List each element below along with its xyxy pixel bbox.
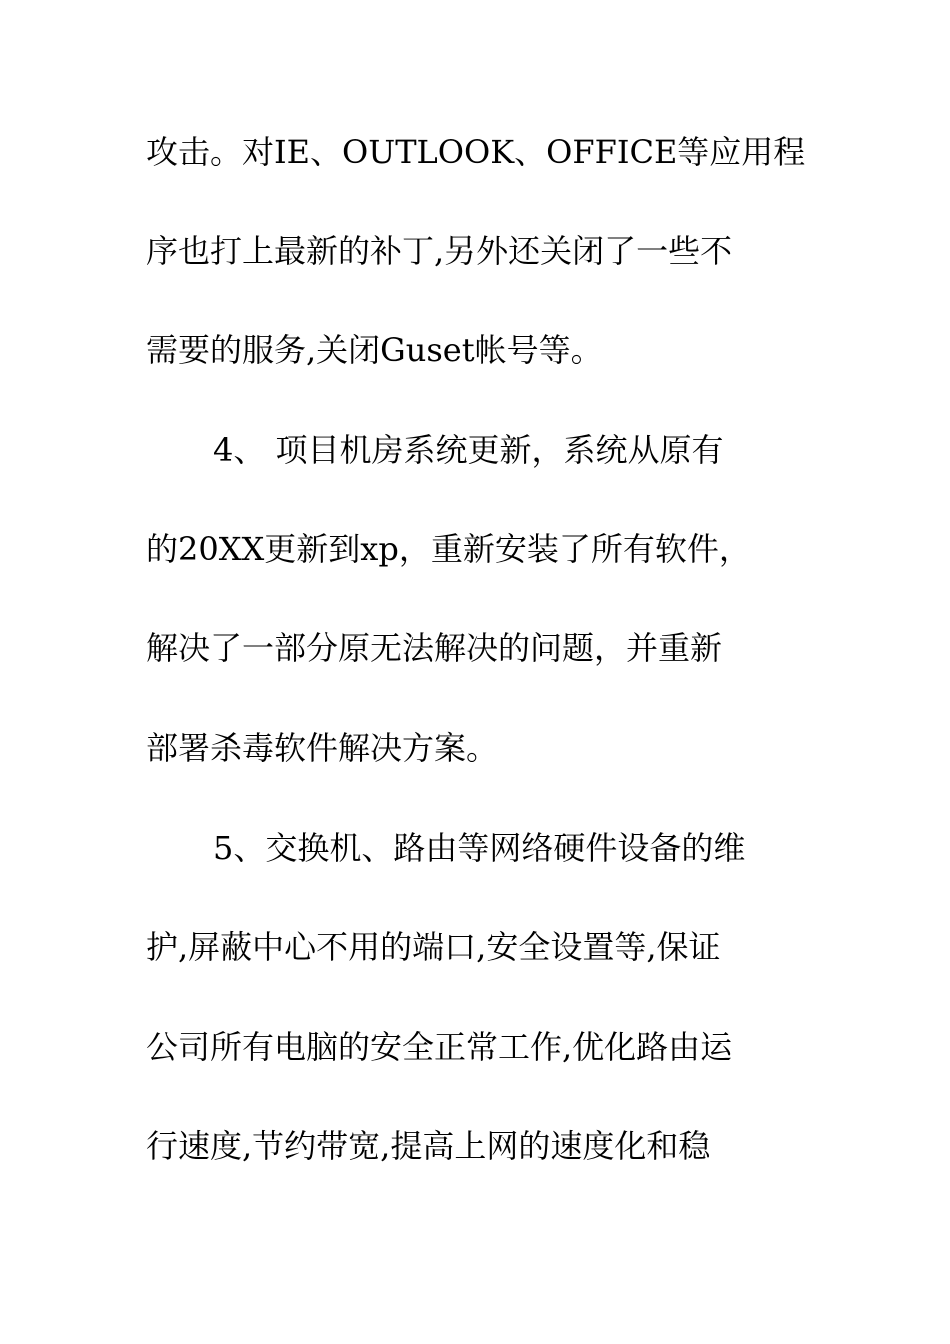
text-line-5: 的20XX更新到xp，重新安装了所有软件， xyxy=(146,530,751,568)
text-line-8-item-5: 5、交换机、路由等网络硬件设备的维 xyxy=(213,829,746,867)
text-line-11: 行速度,节约带宽,提高上网的速度化和稳 xyxy=(146,1127,711,1165)
text-line-9: 护,屏蔽中心不用的端口,安全设置等,保证 xyxy=(146,928,721,966)
text-line-4-item-4: 4、 项目机房系统更新，系统从原有 xyxy=(213,431,724,469)
text-line-3: 需要的服务,关闭Guset帐号等。 xyxy=(146,331,603,369)
text-line-6: 解决了一部分原无法解决的问题，并重新 xyxy=(146,629,723,667)
text-line-10: 公司所有电脑的安全正常工作,优化路由运 xyxy=(146,1028,733,1066)
text-line-7: 部署杀毒软件解决方案。 xyxy=(146,729,499,767)
text-line-2: 序也打上最新的补丁,另外还关闭了一些不 xyxy=(146,232,733,270)
text-line-1: 攻击。对IE、OUTLOOK、OFFICE等应用程 xyxy=(146,133,806,171)
